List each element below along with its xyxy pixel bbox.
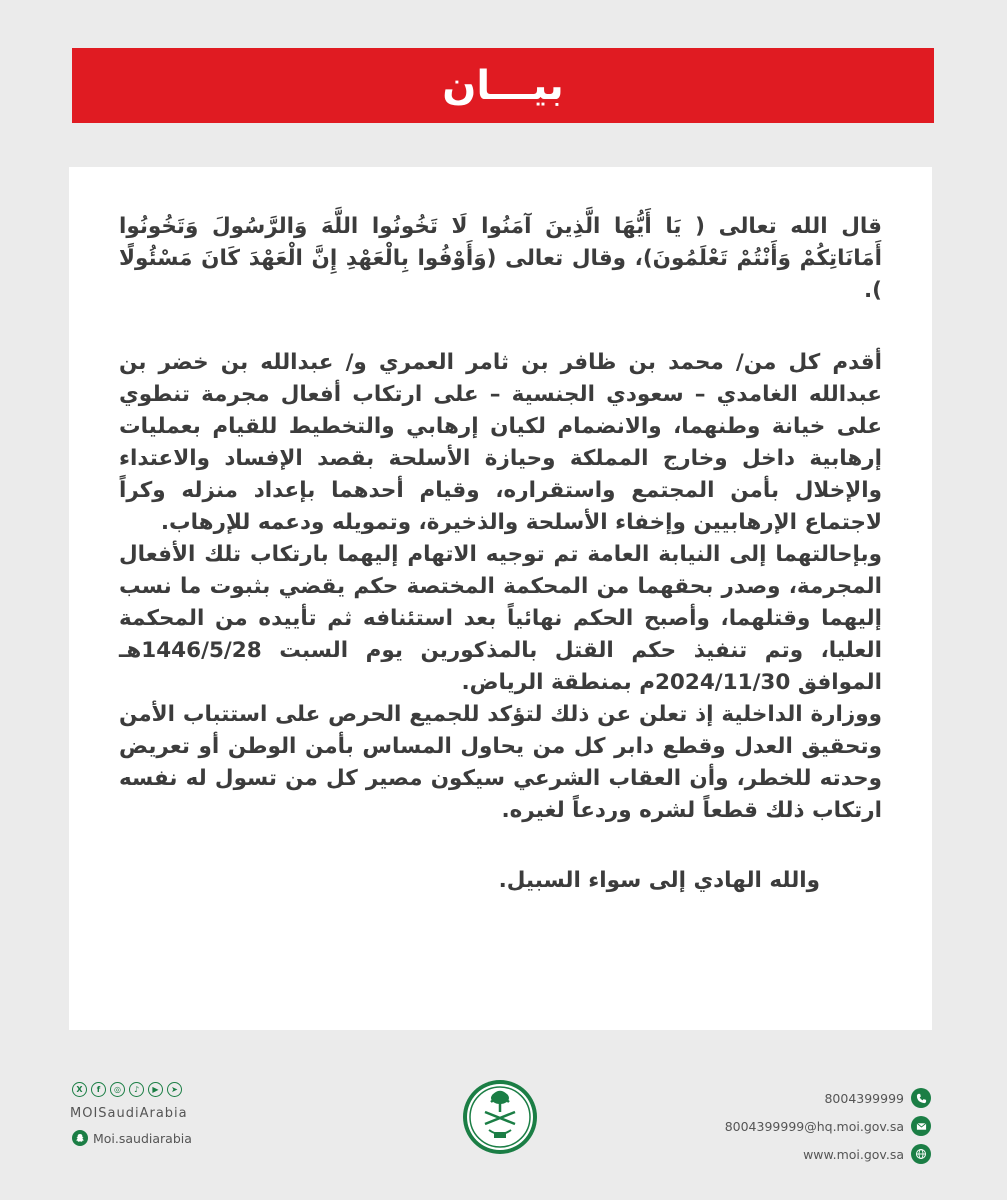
ministry-emblem-icon [461,1078,539,1156]
snapchat-row[interactable] [72,1130,192,1146]
youtube-icon[interactable]: ▶ [148,1082,163,1097]
website-row[interactable] [671,1142,931,1166]
facebook-icon[interactable]: f [91,1082,106,1097]
website-url: www.moi.gov.sa [803,1146,904,1162]
email-address: 8004399999@hq.moi.gov.sa [724,1118,904,1134]
contact-block [671,1086,931,1170]
statement-body [119,211,882,897]
paragraph-3: ووزارة الداخلية إذ تعلن عن ذلك لتؤكد للجميع الحرص على استتباب الأمن وتحقيق العدل وقطع دابر كل من يحاول المساس بأمن الوطن أو تعريض وحدته للخطر، وأن العقاب الشرعي سيكون مصير كل من تسول له نفسه ارتكاب ذلك قطعاً لشره وردعاً لغيره. [119,702,882,823]
email-icon [911,1116,931,1136]
instagram-icon[interactable]: ◎ [110,1082,125,1097]
footer [0,1060,1007,1180]
snapchat-handle: Moi.saudiarabia [93,1130,192,1146]
snapchat-icon [72,1130,88,1146]
tiktok-icon[interactable]: ♪ [129,1082,144,1097]
web-icon [911,1144,931,1164]
phone-number: 8004399999 [824,1090,904,1106]
social-icons-row [72,1082,182,1097]
paragraph-1: أقدم كل من/ محمد بن ظافر بن ثامر العمري و/ عبدالله بن خضر بن عبدالله الغامدي – سعودي الجنسية – على ارتكاب أفعال مجرمة تنطوي على خيانة وطنهما، والانضمام لكيان إرهابي والتخطيط للقيام بعمليات إرهابية داخل وخارج المملكة وحيازة الأسلحة بقصد الإفساد والاعتداء والإخلال بأمن المجتمع واستقراره، وقيام أحدهما بإعداد منزله وكراً لاجتماع الإرهابيين وإخفاء الأسلحة والذخيرة، وتمويله ودعمه للإرهاب. [119,350,882,535]
social-handle[interactable]: MOISaudiArabia [70,1106,188,1121]
closing-line: والله الهادي إلى سواء السبيل. [498,868,820,893]
phone-icon [911,1088,931,1108]
header-banner [72,48,934,123]
page-title: بيـــان [442,62,564,109]
email-row[interactable] [671,1114,931,1138]
statement-card [69,167,932,1030]
phone-row[interactable] [671,1086,931,1110]
intro-verse: قال الله تعالى ( يَا أَيُّهَا الَّذِينَ آمَنُوا لَا تَخُونُوا اللَّهَ وَالرَّسُولَ وَتَخُونُوا أَمَانَاتِكُمْ وَأَنْتُمْ تَعْلَمُونَ)، وقال تعالى (وَأَوْفُوا بِالْعَهْدِ إِنَّ الْعَهْدَ كَانَ مَسْئُولًا ). [119,214,882,303]
x-icon[interactable]: X [72,1082,87,1097]
telegram-icon[interactable]: ➤ [167,1082,182,1097]
paragraph-2: وبإحالتهما إلى النيابة العامة تم توجيه الاتهام إليهما بارتكاب تلك الأفعال المجرمة، وصدر بحقهما من المحكمة المختصة حكم يقضي بثبوت ما نسب إليهما وقتلهما، وأصبح الحكم نهائياً بعد استئنافه ثم تأييده من المحكمة العليا، وتم تنفيذ حكم القتل بالمذكورين يوم السبت 1446/5/28هـ الموافق 2024/11/30م بمنطقة الرياض. [119,542,882,695]
